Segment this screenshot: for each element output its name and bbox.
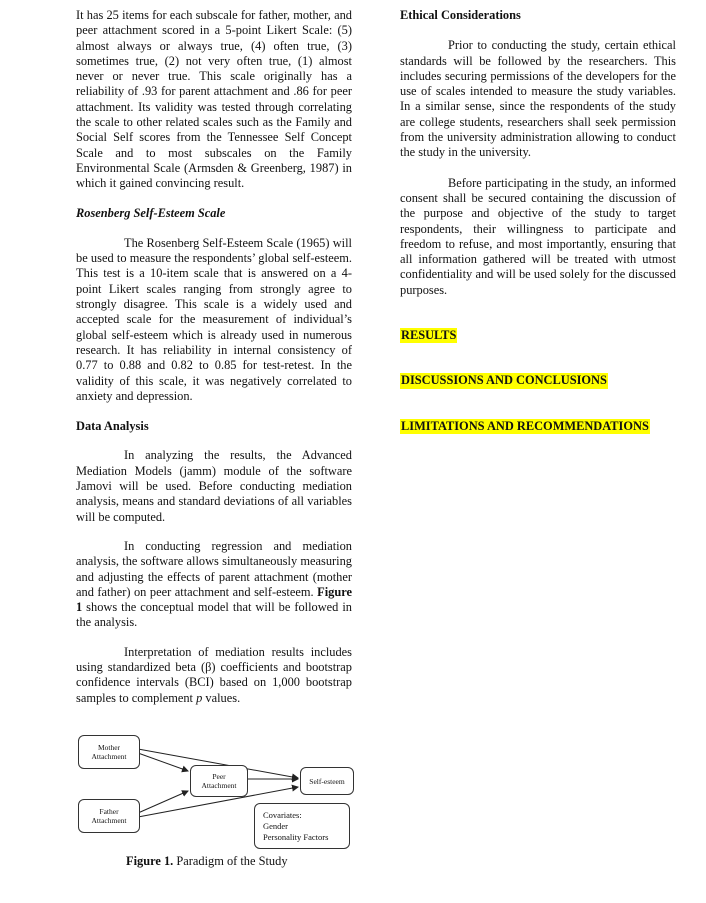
heading-rosenberg-scale: Rosenberg Self-Esteem Scale — [76, 205, 226, 220]
arrow-mother-to-peer — [138, 753, 188, 771]
box-peer-attachment — [190, 765, 248, 797]
paragraph-rosenberg-scale: The Rosenberg Self-Esteem Scale (1965) will be used to measure the respondents’ global self-esteem. This test is a 10-item scale that is answered on a 4-point Likert scales ranging from strongly agree to strongly disagree. This scale is a widely used and accepted scale for the measurement of individual’s global self-esteem which is already used in numerous research. It has reliability in internal consistency of 0.77 to 0.88 and 0.82 to 0.85 for test-retest. In the validity of this scale, it was negatively correlated to anxiety and depression. — [76, 235, 352, 403]
box-mother-attachment — [78, 735, 140, 769]
paragraph-data-analysis-1: In analyzing the results, the Advanced Mediation Models (jamm) module of the software Jamovi will be used. Before conducting mediation analysis, means and standard deviations of all variables will be computed. — [76, 448, 352, 524]
heading-results: RESULTS — [401, 328, 457, 343]
box-father-attachment — [78, 799, 140, 833]
right-column — [400, 8, 676, 434]
label: Attachment — [91, 752, 127, 761]
box-self-esteem — [300, 767, 354, 795]
covariate-gender: Gender — [263, 820, 289, 831]
left-column — [76, 8, 352, 706]
paragraph-ethics-2: Before participating in the study, an informed consent shall be secured containing the discussion of the purpose and objective of the study to target respondents, their willingness to participate and freedom to refuse, and most importantly, ensuring that all information gathered will be treated with utmost confidentiality and will be used solely for the discussed purposes. — [400, 175, 676, 297]
arrow-father-to-peer — [138, 791, 188, 813]
paragraph-ethics-1: Prior to conducting the study, certain ethical standards will be followed by the researchers. This includes securing permissions of the developers for the use of scales intended to measure the study variables. In a similar sense, since the respondents of the study are college students, researchers shall seek permission from the university administration allowing to conduct the study in the university. — [400, 38, 676, 160]
caption-label: Figure 1. — [126, 854, 174, 868]
label: Mother — [97, 743, 121, 752]
figure-paradigm — [76, 733, 356, 863]
label: Self-esteem — [309, 776, 345, 786]
figure-reference: Figure 1 — [76, 584, 352, 615]
text-segment: shows the conceptual model that will be followed in the analysis. — [76, 600, 352, 630]
covariates-title: Covariates: — [263, 809, 302, 820]
text-segment: In conducting regression and mediation analysis, the software allows simultaneously measuring and adjusting the effects of parent attachment (mother and father) on peer attachment and self-esteem. — [76, 538, 352, 599]
covariate-personality: Personality Factors — [263, 831, 329, 842]
label: Attachment — [91, 816, 127, 825]
heading-ethical-considerations: Ethical Considerations — [400, 8, 521, 22]
paragraph-likert-description: It has 25 items for each subscale for father, mother, and peer attachment scored in a 5-point Likert Scale: (5) almost always or always true, (4) often true, (3) sometimes true, (2) not very often true, (1) almost never or never true. This scale originally has a reliability of .93 for parent attachment and .86 for peer attachment. Its validity was tested through correlating the scale to other related scales such as the Family and Social Self scores from the Tennessee Self Concept Scale and to most subscales on the Family Environmental Scale (Armsden & Greenberg, 1987) in which it gained convincing result. — [76, 8, 352, 191]
heading-discussions-conclusions: DISCUSSIONS AND CONCLUSIONS — [401, 373, 607, 388]
caption-text: Paradigm of the Study — [173, 854, 288, 868]
box-covariates — [254, 803, 350, 849]
text-segment: Interpretation of mediation results includes using standardized beta (β) coefficients and bootstrap confidence intervals (BCI) based on 1,000 bootstrap samples to complement — [76, 644, 352, 705]
text-segment: values. — [202, 690, 241, 705]
paragraph-data-analysis-3 — [76, 645, 352, 706]
heading-limitations-recommendations: LIMITATIONS AND RECOMMENDATIONS — [401, 418, 649, 433]
paragraph-data-analysis-2 — [76, 539, 352, 631]
label: Father — [99, 807, 119, 816]
p-symbol: p — [196, 690, 203, 705]
figure-caption — [126, 854, 288, 869]
label: Attachment — [201, 781, 237, 790]
heading-data-analysis: Data Analysis — [76, 419, 149, 434]
label: Peer — [212, 772, 226, 781]
